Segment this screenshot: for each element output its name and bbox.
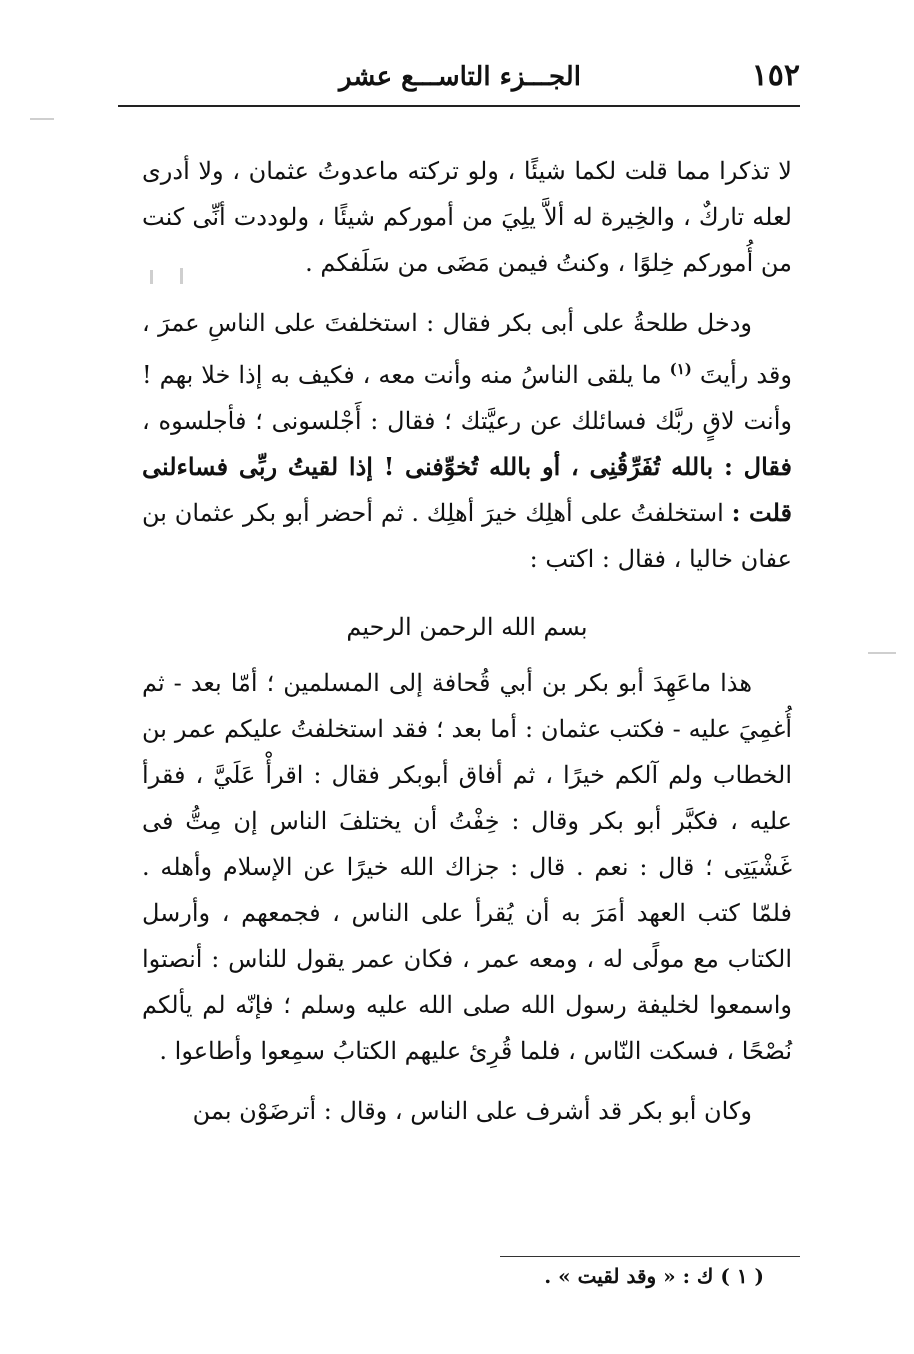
paragraph-2-part-b: ما يلقى الناسُ منه وأنت معه ، فكيف به إذا خلا بهم ! وأنت لاقٍ ربَّك فسائلك عن رعيَّتك ؛ فقال : أَجْلسونى ؛ فأجلسوه ، xyxy=(142,361,792,435)
header-rule xyxy=(118,105,800,107)
paragraph-3: هذا ماعَهِدَ أبو بكر بن أبي قُحافة إلى المسلمين ؛ أمّا بعد - ثم أُغمِيَ عليه - فكتب عثمان : أما بعد ؛ فقد استخلفتُ عليكم عمر بن الخطاب ولم آلكم خيرًا ، ثم أفاق أبوبكر فقال : اقرأْ عَلَيَّ ، فقرأ عليه ، فكبَّر أبو بكر وقال : خِفْتُ أن يختلفَ الناس إن مِتُّ فى غَشْيَتِى ؛ قال : نعم . قال : جزاك الله خيرًا عن الإسلام وأهله . فلمّا كتب العهد أمَرَ به أن يُقرأ على الناس ، فجمعهم ، وأرسل الكتاب مع مولًى له ، ومعه عمر ، فكان عمر يقول للناس : أنصتوا واسمعوا لخليفة رسول الله صلى الله عليه وسلم ؛ فإنّه لم يألكم نُصْحًا ، فسكت النّاس ، فلما قُرِئ عليهم الكتابُ سمِعوا وأطاعوا . xyxy=(142,669,792,1065)
basmala: بسم الله الرحمن الرحيم xyxy=(346,613,588,641)
scan-speck xyxy=(868,652,896,654)
footnote-rule xyxy=(500,1256,800,1257)
page-number: ١٥٢ xyxy=(751,58,800,93)
paragraph-2-part-d: استخلفتُ على أهلِك خيرَ أهلِك . ثم أحضر أبو بكر عثمان بن عفان خاليا ، فقال : اكتب : xyxy=(142,499,792,573)
page-header xyxy=(120,58,800,108)
paragraph-4: وكان أبو بكر قد أشرف على الناس ، وقال : أترضَوْن بمن xyxy=(192,1097,752,1125)
footnote: ( ١ ) ك : « وقد لقيت » . xyxy=(544,1264,764,1288)
paragraph-1: لا تذكرا مما قلت لكما شيئًا ، ولو تركته ماعدوتُ عثمان ، ولا أدرى لعله تاركٌ ، والخِيرة له ألاَّ يلِيَ من أموركم شيئًا ، ولوددت أنِّى كنت من أُموركم خِلوًا ، وكنتُ فيمن مَضَى من سَلَفكم . xyxy=(142,157,792,277)
footnote-marker: (١) xyxy=(669,360,692,378)
paragraph-2-part-a: ودخل طلحةُ على أبى بكر فقال : استخلفتَ على الناسِ عمرَ ، وقد رأيتَ xyxy=(142,309,792,389)
scan-speck xyxy=(180,268,183,284)
body-text xyxy=(142,148,792,1134)
scan-speck xyxy=(150,270,153,284)
running-title: الجـــزء التاســـع عشر xyxy=(339,62,581,92)
paragraph-2-part-c: فقال : بالله تُفَرِّقُنِى ، أو بالله تُخوِّفنى ! إذا لقيتُ ربِّى فساءلنى قلت : xyxy=(142,452,793,527)
paragraph-2 xyxy=(142,300,792,582)
scan-speck xyxy=(30,118,54,120)
